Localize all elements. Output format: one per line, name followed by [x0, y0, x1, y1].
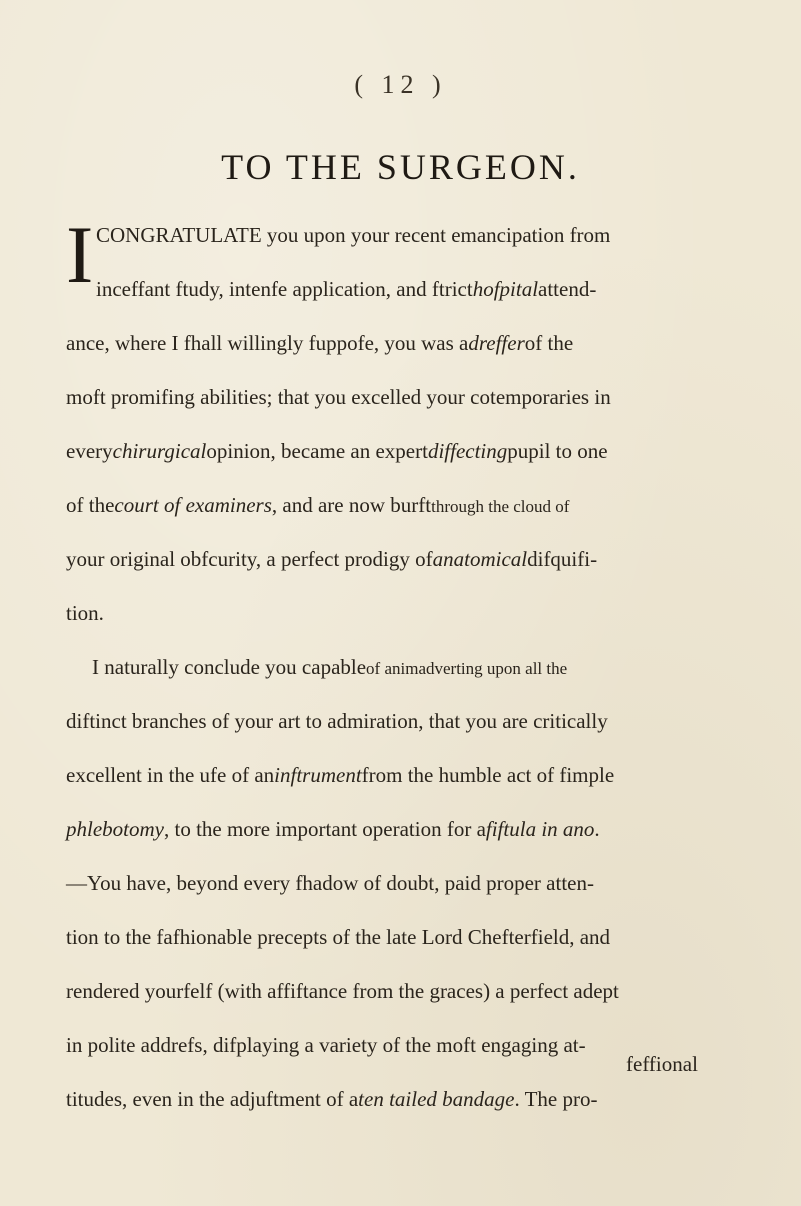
small-text-span: through the cloud of — [431, 497, 570, 516]
text-line — [66, 964, 736, 1018]
text-span: every — [66, 439, 113, 463]
italic-span: phlebotomy — [66, 817, 164, 841]
text-span: , to the more important operation for a — [163, 817, 486, 841]
text-span: . — [594, 817, 600, 841]
text-span: CONGRATULATE you upon your recent emancipation from — [96, 223, 611, 247]
text-span: . The pro- — [514, 1087, 598, 1111]
catchword: feffional — [626, 1052, 698, 1076]
text-line — [66, 694, 736, 748]
text-line — [66, 1072, 736, 1126]
text-span: excellent in the ufe of an — [66, 763, 275, 787]
text-line — [96, 208, 736, 262]
text-line — [66, 910, 736, 964]
text-line — [66, 316, 736, 370]
text-line — [66, 640, 736, 694]
text-span: difquifi- — [527, 547, 598, 571]
text-span: rendered yourfelf (with affiftance from the graces) a perfect adept — [66, 979, 619, 1003]
drop-cap: I — [66, 209, 94, 300]
body-text — [66, 208, 736, 1126]
text-span: from the humble act of fimple — [361, 763, 615, 787]
text-span: I naturally conclude you capable — [92, 655, 367, 679]
text-span: pupil to one — [507, 439, 608, 463]
italic-span: court of examiners — [114, 493, 272, 517]
italic-span: ten tailed bandage — [358, 1087, 515, 1111]
text-span: , and are now burft — [271, 493, 432, 517]
text-span: titudes, even in the adjuftment of a — [66, 1087, 359, 1111]
text-span: tion to the fafhionable precepts of the late Lord Chefterfield, and — [66, 925, 611, 949]
text-span: of the — [66, 493, 115, 517]
page-title: TO THE SURGEON. — [221, 147, 580, 187]
text-span: of the — [524, 331, 574, 355]
text-line — [66, 532, 736, 586]
text-span: opinion, became an expert — [206, 439, 428, 463]
italic-span: diffecting — [427, 439, 508, 463]
text-line — [66, 748, 736, 802]
text-span: diftinct branches of your art to admiration, that you are critically — [66, 709, 608, 733]
small-text-span: of animadverting upon all the — [366, 659, 568, 678]
italic-span: anatomical — [432, 547, 528, 571]
text-line — [96, 262, 736, 316]
text-span: attend- — [538, 277, 597, 301]
text-span: ance, where I fhall willingly fuppofe, you was a — [66, 331, 469, 355]
text-span: —You have, beyond every fhadow of doubt, paid proper atten- — [66, 871, 594, 895]
text-line — [66, 802, 736, 856]
text-line — [66, 370, 736, 424]
text-line — [66, 478, 736, 532]
italic-span: chirurgical — [112, 439, 207, 463]
text-span: in polite addrefs, difplaying a variety of the moft engaging at- — [66, 1033, 586, 1057]
text-span: inceffant ftudy, intenfe application, and ftrict — [96, 277, 473, 301]
italic-span: inftrument — [274, 763, 362, 787]
italic-span: fiftula in ano — [485, 817, 595, 841]
page-number: ( 12 ) — [354, 70, 447, 99]
italic-span: hofpital — [472, 277, 539, 301]
text-span: tion. — [66, 601, 104, 625]
italic-span: dreffer — [468, 331, 525, 355]
text-line — [66, 424, 736, 478]
text-span: moft promifing abilities; that you excelled your cotemporaries in — [66, 385, 611, 409]
text-line — [66, 586, 736, 640]
text-line — [66, 856, 736, 910]
text-span: your original obfcurity, a perfect prodigy of — [66, 547, 433, 571]
paragraph-1 — [66, 208, 736, 316]
